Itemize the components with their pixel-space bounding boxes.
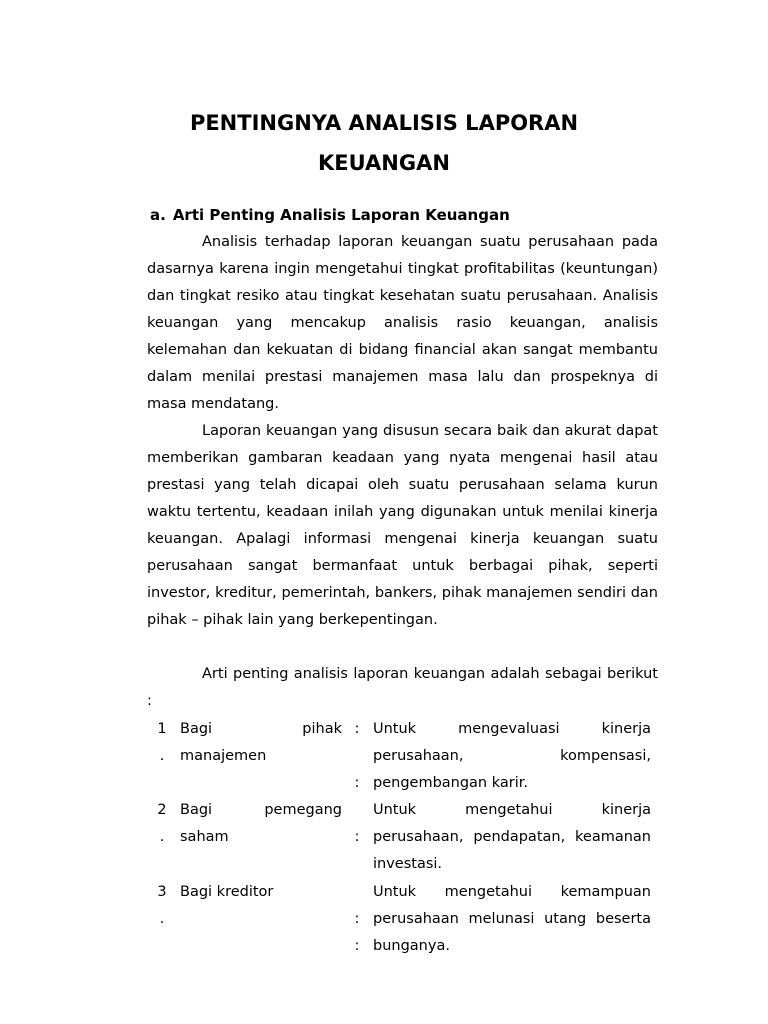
paragraph-2: Laporan keuangan yang disusun secara baik dan akurat dapat memberikan gambaran keadaan yang nyata mengenai hasil atau prestasi yang telah dicapai oleh suatu perusahaan selama kurun waktu tertentu, keadaan inilah yang digunakan untuk menilai kinerja keuangan. Apalagi informasi mengenai kinerja keuangan suatu perusahaan sangat bermanfaat untuk berbagai pihak, seperti investor, kreditur, pemerintah, bankers, pihak manajemen sendiri dan pihak – pihak lain yang berkepentingan. <box>147 423 658 628</box>
list-item-number-dot: . <box>159 748 165 764</box>
list-item-colon: : <box>354 911 360 927</box>
document-title-line-2: KEUANGAN <box>318 151 450 175</box>
list-item-colon: : <box>354 938 360 954</box>
list-item-number-dot: . <box>159 829 165 845</box>
list-item-number: 2 <box>157 802 167 818</box>
section-heading <box>150 203 510 227</box>
paragraph-3: Arti penting analisis laporan keuangan adalah sebagai berikut : <box>147 666 658 709</box>
list-item-party: Bagi pihak manajemen <box>180 721 342 764</box>
list-item-colon: : <box>354 775 360 791</box>
list-item-party: Bagi kreditor <box>180 884 274 900</box>
list-item-number: 1 <box>157 721 167 737</box>
section-heading-text: Arti Penting Analisis Laporan Keuangan <box>172 206 510 224</box>
list-item-colon: : <box>354 721 360 737</box>
list-item-purpose: Untuk mengetahui kemampuan perusahaan melunasi utang beserta bunganya. <box>373 884 651 954</box>
list-item-number-dot: . <box>159 911 165 927</box>
list-item-party: Bagi pemegang saham <box>180 802 342 845</box>
paragraph-1: Analisis terhadap laporan keuangan suatu perusahaan pada dasarnya karena ingin mengetahui tingkat profitabilitas (keuntungan) dan tingkat resiko atau tingkat kesehatan suatu perusahaan. Analisis keuangan yang mencakup analisis rasio keuangan, analisis kelemahan dan kekuatan di bidang financial akan sangat membantu dalam menilai prestasi manajemen masa lalu dan prospeknya di masa mendatang. <box>147 234 658 412</box>
list-item-purpose: Untuk mengetahui kinerja perusahaan, pendapatan, keamanan investasi. <box>373 802 651 872</box>
list-item-colon: : <box>354 829 360 845</box>
list-item-number: 3 <box>157 884 167 900</box>
section-marker: a. <box>150 206 166 224</box>
document-title-line-1: PENTINGNYA ANALISIS LAPORAN <box>189 111 579 135</box>
list-item-purpose: Untuk mengevaluasi kinerja perusahaan, kompensasi, pengembangan karir. <box>373 721 651 791</box>
